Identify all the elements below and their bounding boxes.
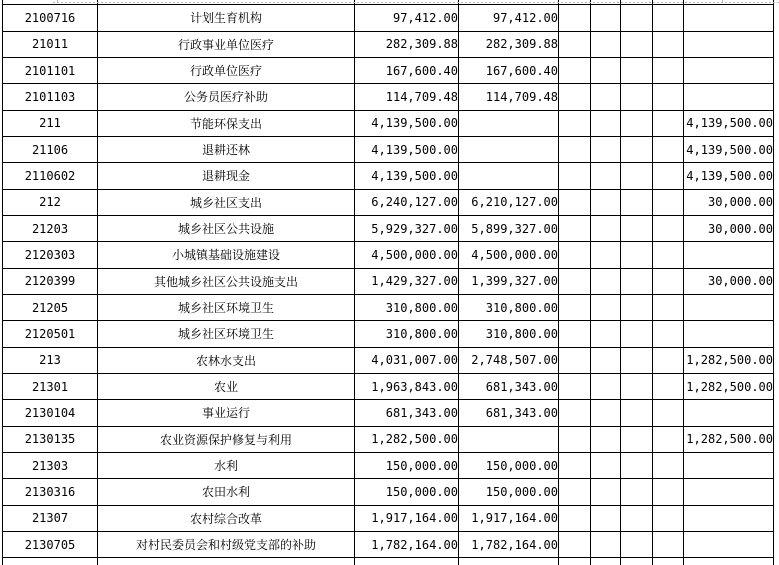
item-name-cell[interactable]: 其他城乡社区公共设施支出 [98,268,355,294]
empty-cell[interactable] [653,268,684,294]
empty-cell[interactable] [653,110,684,136]
table-row [3,57,774,83]
empty-cell[interactable] [621,452,653,478]
amount2-cell[interactable]: 1,917,164.00 [459,505,559,531]
item-name-cell[interactable]: 小城镇基础设施建设 [98,242,355,268]
code-cell[interactable]: 211 [3,110,98,136]
amount2-cell[interactable]: 2,748,507.00 [459,347,559,373]
item-name-cell[interactable]: 城乡社区环境卫生 [98,321,355,347]
table-row [3,400,774,426]
table-row [3,242,774,268]
empty-cell[interactable] [591,321,621,347]
code-cell[interactable]: 2101103 [3,84,98,110]
code-cell[interactable]: 2130104 [3,400,98,426]
code-cell[interactable]: 2120501 [3,321,98,347]
amount1-cell[interactable]: 114,709.48 [355,84,459,110]
budget-table-container [2,0,774,565]
item-name-cell[interactable]: 事业运行 [98,400,355,426]
table-row [3,321,774,347]
amount1-cell[interactable]: 4,031,007.00 [355,347,459,373]
item-name-cell[interactable]: 农业资源保护修复与利用 [98,426,355,452]
table-row [3,426,774,452]
code-cell[interactable]: 2101101 [3,57,98,83]
table-row [3,479,774,505]
table-row [3,31,774,57]
empty-cell[interactable] [559,57,591,83]
empty-cell[interactable] [653,189,684,215]
empty-cell[interactable] [591,347,621,373]
table-row [3,189,774,215]
amount1-cell[interactable]: 150,000.00 [355,452,459,478]
empty-cell[interactable] [559,531,591,557]
code-cell[interactable]: 213 [3,347,98,373]
empty-cell[interactable] [559,479,591,505]
amount3-cell[interactable] [684,31,774,57]
amount2-cell[interactable]: 167,600.40 [459,57,559,83]
item-name-cell[interactable]: 农林水支出 [98,347,355,373]
item-name-cell[interactable]: 公务员医疗补助 [98,84,355,110]
amount1-cell[interactable]: 282,309.88 [355,31,459,57]
amount3-cell[interactable] [684,321,774,347]
item-name-cell[interactable]: 城乡社区公共设施 [98,215,355,241]
empty-cell[interactable] [591,373,621,399]
empty-cell[interactable] [621,347,653,373]
table-row [3,110,774,136]
amount2-cell[interactable]: 310,800.00 [459,294,559,320]
item-name-cell[interactable]: 城乡社区支出 [98,189,355,215]
code-cell[interactable]: 2130316 [3,479,98,505]
code-cell[interactable]: 2130705 [3,531,98,557]
code-cell[interactable]: 21205 [3,294,98,320]
amount3-cell[interactable] [684,479,774,505]
empty-cell[interactable] [653,294,684,320]
empty-cell[interactable] [591,215,621,241]
amount1-cell[interactable]: 1,782,164.00 [355,531,459,557]
amount2-cell[interactable]: 150,000.00 [459,479,559,505]
amount2-cell[interactable] [459,558,559,565]
item-name-cell[interactable]: 城乡社区环境卫生 [98,294,355,320]
item-name-cell[interactable]: 农田水利 [98,479,355,505]
empty-cell[interactable] [591,189,621,215]
code-cell[interactable]: 2100716 [3,5,98,31]
empty-cell[interactable] [591,558,621,565]
item-name-cell[interactable]: 行政事业单位医疗 [98,31,355,57]
empty-cell[interactable] [621,400,653,426]
amount1-cell[interactable]: 4,500,000.00 [355,242,459,268]
empty-cell[interactable] [653,163,684,189]
item-name-cell[interactable]: 行政单位医疗 [98,57,355,83]
empty-cell[interactable] [621,189,653,215]
amount3-cell[interactable] [684,294,774,320]
item-name-cell[interactable]: 对村民委员会和村级党支部的补助 [98,531,355,557]
empty-cell[interactable] [653,426,684,452]
empty-cell[interactable] [653,558,684,565]
amount2-cell[interactable]: 5,899,327.00 [459,215,559,241]
empty-cell[interactable] [621,426,653,452]
amount3-cell[interactable]: 30,000.00 [684,268,774,294]
empty-cell[interactable] [559,242,591,268]
empty-cell[interactable] [559,5,591,31]
empty-cell[interactable] [621,84,653,110]
empty-cell[interactable] [653,373,684,399]
amount3-cell[interactable]: 1,282,500.00 [684,373,774,399]
amount3-cell[interactable] [684,531,774,557]
empty-cell[interactable] [621,110,653,136]
amount3-cell[interactable] [684,452,774,478]
empty-cell[interactable] [591,452,621,478]
code-cell[interactable]: 2130135 [3,426,98,452]
empty-cell[interactable] [621,294,653,320]
amount2-cell[interactable]: 1,782,164.00 [459,531,559,557]
table-row [3,347,774,373]
empty-cell[interactable] [621,531,653,557]
empty-cell[interactable] [559,347,591,373]
budget-table-body [3,0,774,565]
empty-cell[interactable] [621,268,653,294]
empty-cell[interactable] [591,110,621,136]
table-row [3,294,774,320]
empty-cell[interactable] [621,373,653,399]
table-row [3,373,774,399]
empty-cell[interactable] [559,452,591,478]
empty-cell[interactable] [559,31,591,57]
empty-cell[interactable] [621,505,653,531]
code-cell[interactable]: 2120399 [3,268,98,294]
empty-cell[interactable] [653,242,684,268]
item-name-cell[interactable]: 农村综合改革 [98,505,355,531]
amount2-cell[interactable]: 282,309.88 [459,31,559,57]
empty-cell[interactable] [591,163,621,189]
empty-cell[interactable] [559,189,591,215]
amount1-cell[interactable]: 310,800.00 [355,294,459,320]
item-name-cell[interactable]: 退耕还林 [98,136,355,162]
page-break-dashed-line [53,2,779,3]
empty-cell[interactable] [559,268,591,294]
amount2-cell[interactable] [459,110,559,136]
code-cell[interactable]: 21307 [3,505,98,531]
empty-cell[interactable] [559,505,591,531]
empty-cell[interactable] [591,400,621,426]
empty-cell[interactable] [591,426,621,452]
empty-cell[interactable] [559,294,591,320]
amount3-cell[interactable] [684,5,774,31]
empty-cell[interactable] [621,136,653,162]
code-cell[interactable]: 21203 [3,215,98,241]
empty-cell[interactable] [559,321,591,347]
table-row [3,452,774,478]
table-row [3,531,774,557]
empty-cell[interactable] [591,84,621,110]
empty-cell[interactable] [591,57,621,83]
empty-cell[interactable] [621,215,653,241]
amount2-cell[interactable] [459,426,559,452]
amount3-cell[interactable]: 4,139,500.00 [684,163,774,189]
item-name-cell[interactable]: 节能环保支出 [98,110,355,136]
amount3-cell[interactable] [684,400,774,426]
empty-cell[interactable] [621,57,653,83]
empty-cell[interactable] [559,373,591,399]
amount3-cell[interactable]: 30,000.00 [684,215,774,241]
table-row [3,268,774,294]
table-row [3,5,774,31]
empty-cell[interactable] [591,531,621,557]
code-cell[interactable]: 2110602 [3,163,98,189]
amount1-cell[interactable]: 6,240,127.00 [355,189,459,215]
amount2-cell[interactable]: 310,800.00 [459,321,559,347]
empty-cell[interactable] [653,479,684,505]
code-cell[interactable]: 21303 [3,452,98,478]
empty-cell[interactable] [591,242,621,268]
empty-cell[interactable] [591,505,621,531]
amount1-cell[interactable]: 150,000.00 [355,479,459,505]
amount1-cell[interactable]: 167,600.40 [355,57,459,83]
empty-cell[interactable] [559,84,591,110]
empty-cell[interactable] [559,136,591,162]
amount3-cell[interactable]: 1,282,500.00 [684,347,774,373]
code-cell[interactable]: 21011 [3,31,98,57]
clipped-row [3,558,774,565]
amount1-cell[interactable]: 4,139,500.00 [355,136,459,162]
empty-cell[interactable] [621,242,653,268]
empty-cell[interactable] [653,136,684,162]
amount2-cell[interactable]: 150,000.00 [459,452,559,478]
item-name-cell[interactable] [98,558,355,565]
code-cell[interactable] [3,558,98,565]
amount3-cell[interactable]: 4,139,500.00 [684,110,774,136]
amount1-cell[interactable]: 1,282,500.00 [355,426,459,452]
empty-cell[interactable] [621,479,653,505]
empty-cell[interactable] [621,321,653,347]
empty-cell[interactable] [559,215,591,241]
empty-cell[interactable] [621,163,653,189]
code-cell[interactable]: 2120303 [3,242,98,268]
item-name-cell[interactable]: 农业 [98,373,355,399]
table-row [3,163,774,189]
code-cell[interactable]: 212 [3,189,98,215]
amount3-cell[interactable] [684,242,774,268]
empty-cell[interactable] [591,31,621,57]
empty-cell[interactable] [621,558,653,565]
gridline-tick [57,0,58,3]
empty-cell[interactable] [621,31,653,57]
empty-cell[interactable] [653,321,684,347]
amount2-cell[interactable]: 114,709.48 [459,84,559,110]
empty-cell[interactable] [591,136,621,162]
empty-cell[interactable] [653,84,684,110]
amount2-cell[interactable]: 681,343.00 [459,373,559,399]
table-row [3,505,774,531]
table-row [3,84,774,110]
amount3-cell[interactable] [684,84,774,110]
empty-cell[interactable] [653,452,684,478]
empty-cell[interactable] [559,400,591,426]
empty-cell[interactable] [653,5,684,31]
empty-cell[interactable] [591,294,621,320]
amount3-cell[interactable] [684,558,774,565]
empty-cell[interactable] [591,479,621,505]
amount1-cell[interactable]: 681,343.00 [355,400,459,426]
amount1-cell[interactable]: 1,963,843.00 [355,373,459,399]
empty-cell[interactable] [591,268,621,294]
code-cell[interactable]: 21301 [3,373,98,399]
amount3-cell[interactable] [684,57,774,83]
amount2-cell[interactable]: 6,210,127.00 [459,189,559,215]
amount3-cell[interactable]: 1,282,500.00 [684,426,774,452]
amount1-cell[interactable]: 1,917,164.00 [355,505,459,531]
amount2-cell[interactable]: 681,343.00 [459,400,559,426]
amount2-cell[interactable]: 4,500,000.00 [459,242,559,268]
amount1-cell[interactable]: 4,139,500.00 [355,163,459,189]
amount1-cell[interactable]: 4,139,500.00 [355,110,459,136]
table-row [3,215,774,241]
empty-cell[interactable] [621,5,653,31]
amount3-cell[interactable]: 30,000.00 [684,189,774,215]
table-row [3,136,774,162]
amount2-cell[interactable] [459,163,559,189]
empty-cell[interactable] [559,110,591,136]
empty-cell[interactable] [653,347,684,373]
amount1-cell[interactable]: 97,412.00 [355,5,459,31]
amount1-cell[interactable]: 1,429,327.00 [355,268,459,294]
code-cell[interactable]: 21106 [3,136,98,162]
empty-cell[interactable] [653,531,684,557]
empty-cell[interactable] [653,31,684,57]
item-name-cell[interactable]: 水利 [98,452,355,478]
empty-cell[interactable] [591,5,621,31]
item-name-cell[interactable]: 退耕现金 [98,163,355,189]
gridline-tick [722,0,723,3]
budget-table [2,0,774,565]
empty-cell[interactable] [653,215,684,241]
amount3-cell[interactable]: 4,139,500.00 [684,136,774,162]
empty-cell[interactable] [653,505,684,531]
amount1-cell[interactable]: 5,929,327.00 [355,215,459,241]
empty-cell[interactable] [653,400,684,426]
item-name-cell[interactable]: 计划生育机构 [98,5,355,31]
empty-cell[interactable] [559,558,591,565]
amount2-cell[interactable]: 1,399,327.00 [459,268,559,294]
amount2-cell[interactable]: 97,412.00 [459,5,559,31]
empty-cell[interactable] [653,57,684,83]
amount2-cell[interactable] [459,136,559,162]
empty-cell[interactable] [559,163,591,189]
empty-cell[interactable] [559,426,591,452]
amount3-cell[interactable] [684,505,774,531]
amount1-cell[interactable] [355,558,459,565]
amount1-cell[interactable]: 310,800.00 [355,321,459,347]
